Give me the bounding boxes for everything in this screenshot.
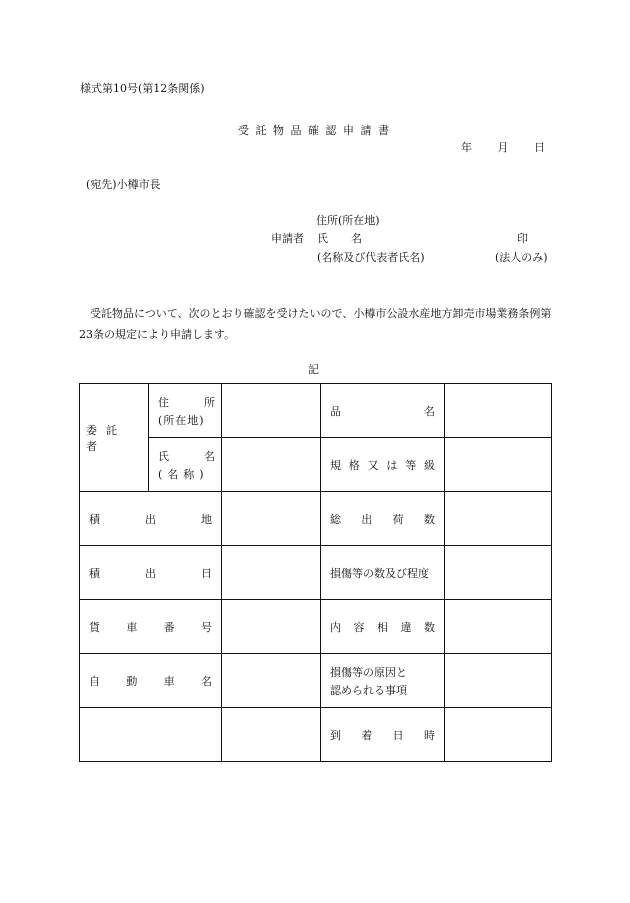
- table-row: [80, 492, 552, 546]
- vehicle-name-value[interactable]: [222, 654, 321, 708]
- vehicle-name-label: 自 動 車 名: [80, 654, 222, 708]
- total-shipment-value[interactable]: [445, 492, 552, 546]
- damage-cause-label: 損 傷 等 の 原 因 と 認 め ら れ る 事 項: [321, 654, 445, 708]
- product-name-value[interactable]: [445, 384, 552, 438]
- arrival-time-label: 到 着 日 時: [321, 708, 445, 762]
- addressee: (宛先)小樽市長: [86, 178, 161, 191]
- ki-heading: 記: [308, 363, 319, 376]
- consignor-address-label: 住 所 (所在地): [149, 384, 222, 438]
- loading-date-label: 積 出 日: [80, 546, 222, 600]
- loading-date-value[interactable]: [222, 546, 321, 600]
- document-title: 受託物品確認申請書: [238, 124, 396, 137]
- damage-label: 損傷等の数及び程度: [321, 546, 445, 600]
- applicant-name-label: 氏名: [317, 232, 385, 245]
- consignor-address-value[interactable]: [222, 384, 321, 438]
- date-month: 月: [497, 141, 509, 154]
- content-diff-label: 内 容 相 違 数: [321, 600, 445, 654]
- table-row: [80, 384, 552, 438]
- corp-note: (法人のみ): [495, 251, 548, 264]
- date-year: 年: [461, 141, 472, 154]
- table-row: [80, 546, 552, 600]
- empty-value[interactable]: [222, 708, 321, 762]
- date-line: [461, 139, 545, 155]
- spec-value[interactable]: [445, 438, 552, 492]
- table-row: [80, 708, 552, 762]
- freight-car-label: 貨 車 番 号: [80, 600, 222, 654]
- consignor-label: 委託者: [80, 384, 149, 492]
- consignor-name-value[interactable]: [222, 438, 321, 492]
- table-row: [80, 438, 552, 492]
- spec-label: 規 格 又 は 等 級: [321, 438, 445, 492]
- applicant-address-label: 住所(所在地): [316, 214, 380, 227]
- applicant-label: 申請者: [271, 232, 304, 245]
- body-text: 受託物品について、次のとおり確認を受けたいので、小樽市公設水産地方卸売市場業務条例第23条の規定により申請します。: [79, 307, 552, 341]
- table-row: [80, 600, 552, 654]
- damage-cause-value[interactable]: [445, 654, 552, 708]
- consignor-name-label: 氏 名 (名称): [149, 438, 222, 492]
- seal-mark: 印: [517, 232, 528, 245]
- product-name-label: 品 名: [321, 384, 445, 438]
- damage-value[interactable]: [445, 546, 552, 600]
- loading-place-label: 積 出 地: [80, 492, 222, 546]
- empty-label: [80, 708, 222, 762]
- table-row: [80, 654, 552, 708]
- freight-car-value[interactable]: [222, 600, 321, 654]
- name-note: (名称及び代表者氏名): [317, 251, 425, 264]
- date-day: 日: [534, 141, 545, 154]
- total-shipment-label: 総 出 荷 数: [321, 492, 445, 546]
- content-diff-value[interactable]: [445, 600, 552, 654]
- loading-place-value[interactable]: [222, 492, 321, 546]
- arrival-time-value[interactable]: [445, 708, 552, 762]
- confirmation-table: [79, 383, 552, 762]
- form-number: 様式第10号(第12条関係): [80, 82, 205, 95]
